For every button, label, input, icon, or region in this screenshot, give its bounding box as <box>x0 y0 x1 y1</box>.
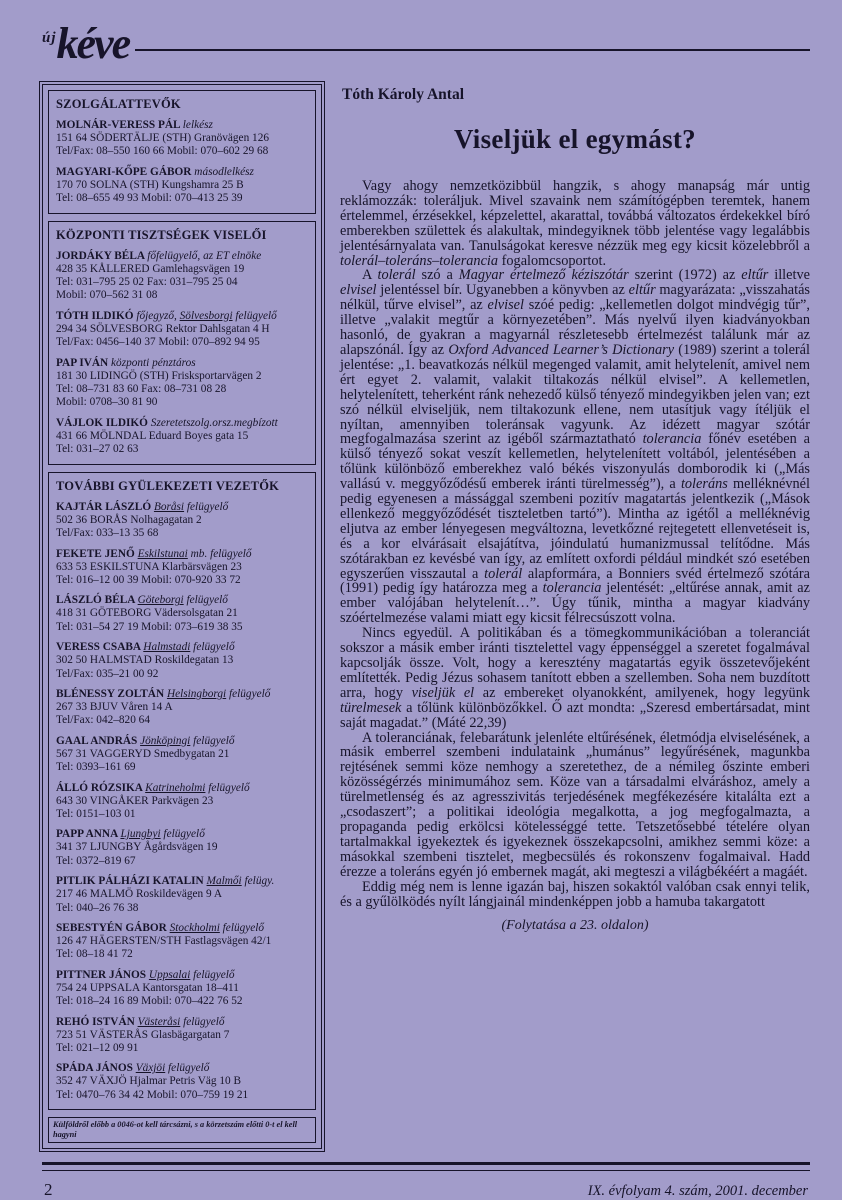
footer-row <box>42 1171 810 1200</box>
contact-name: REHÓ ISTVÁN <box>56 1015 138 1028</box>
contact-line: 431 66 MÖLNDAL Eduard Boyes gata 15 <box>56 429 249 442</box>
contact-role-place: Västeråsi <box>137 1015 181 1028</box>
article-paragraph <box>340 179 810 268</box>
contact-entry <box>56 501 308 541</box>
italic-term: viseljük el <box>411 684 475 701</box>
contact-entry <box>56 641 308 681</box>
dialing-footnote: Külföldről előbb a 0046-ot kell tárcsázni, s a körzetszám előtti 0-t el kell hagyni <box>53 1120 298 1140</box>
contact-role: központi pénztáros <box>111 356 196 369</box>
contact-name-role <box>56 875 308 888</box>
contact-role: felügyelő <box>219 922 265 934</box>
contact-name: MAGYARI-KŐPE GÁBOR <box>56 165 195 178</box>
contact-role: főjegyző, <box>136 309 180 322</box>
contact-line: Tel: 016–12 00 39 Mobil: 070-920 33 72 <box>56 573 241 586</box>
contact-name: MOLNÁR-VERESS PÁL <box>56 119 183 131</box>
paragraph-text: szó a <box>415 267 459 284</box>
contact-role-place: Stockholmi <box>169 922 220 934</box>
sidebar-section <box>48 90 316 214</box>
paragraph-text: a tőlünk különbözőkkel. Ő azt mondta: „Szeresd embertársadat, mint saját magadat.” (Máté 22,39) <box>340 699 810 731</box>
italic-term: tolerál <box>377 267 416 284</box>
contact-line: Tel: 018–24 16 89 Mobil: 070–422 76 52 <box>56 995 243 1008</box>
page-footer <box>42 1162 810 1200</box>
contact-name-role <box>56 594 308 607</box>
contact-name: FEKETE JENŐ <box>56 547 138 560</box>
contact-name: PITTNER JÁNOS <box>56 968 149 981</box>
article-paragraph <box>340 880 810 910</box>
italic-term: elvisel <box>487 297 525 314</box>
contact-line: 341 37 LJUNGBY Ågårdsvägen 19 <box>56 841 218 854</box>
italic-term: toleráns <box>680 476 728 493</box>
contact-name: GAAL ANDRÁS <box>56 734 141 747</box>
contact-role-place: Eskilstunai <box>137 547 188 560</box>
contact-line: 267 33 BJUV Våren 14 A <box>56 700 173 713</box>
contact-role-place: Malmői <box>206 875 242 888</box>
contact-line: Tel: 0470–76 34 42 Mobil: 070–759 19 21 <box>56 1088 249 1101</box>
contact-line: 754 24 UPPSALA Kantorsgatan 18–411 <box>56 981 239 994</box>
contact-line: Tel: 08–655 49 93 Mobil: 070–413 25 39 <box>56 192 243 205</box>
contact-role-place: Uppsalai <box>148 968 191 981</box>
contact-entry <box>56 417 308 457</box>
contact-name: BLÉNESSY ZOLTÁN <box>56 687 167 700</box>
ujkeve-logo <box>42 19 130 68</box>
contact-name-role <box>56 828 308 841</box>
sidebar-section <box>48 221 316 465</box>
contacts-sidebar <box>42 84 322 1149</box>
paragraph-text: jelentéssel bír. Ugyanebben a könyvben az <box>376 282 629 299</box>
contact-name: LÁSZLÓ BÉLA <box>56 594 138 607</box>
contact-name: PAPP ANNA <box>56 828 121 841</box>
sidebar-section-title: SZOLGÁLATTEVŐK <box>56 97 181 111</box>
contact-line: 643 30 VINGÅKER Parkvägen 23 <box>56 794 214 807</box>
sidebar-section <box>48 472 316 1111</box>
contact-line: Tel: 031–54 27 19 Mobil: 073–619 38 35 <box>56 620 243 633</box>
italic-term: tolerál–toleráns–tolerancia <box>340 252 499 269</box>
contact-name-role <box>56 641 308 654</box>
paragraph-text: magyarázata: „visszahatás nélkül, tűrve elvisel”, az <box>340 282 810 314</box>
paragraph-text: (1989) szerint a tolerál jelentése: „1. beavatkozás nélkül megenged valamit, amit helytelenít, amivel nem ért egyet 2. valamit, valakit tiltakozás nélkül elvisel”. A kellemetlen, helytelenített, teherként ránk nehezedő külső tényező mindegyikben jelen van; ezt szó nélkül elviseljük, nem tiltakozunk ellene, nem utasítjuk vagy ítéljük el nyíltan, amennyiben toleránsak vagyunk. Az idézett magyar szótár megfogalmazása szerint az igéből származtatható <box>340 341 811 448</box>
contact-name-role <box>56 1016 308 1029</box>
contact-line: Tel: 0372–819 67 <box>56 854 136 867</box>
italic-term: türelmesek <box>340 699 402 716</box>
contact-entry <box>56 357 308 410</box>
contact-role-place: Halmstadi <box>143 641 191 654</box>
contact-name: KAJTÁR LÁSZLÓ <box>56 500 154 513</box>
contact-name-role <box>56 119 308 132</box>
contact-role: Szeretetszolg.orsz.megbízott <box>150 416 278 429</box>
content-columns <box>42 84 810 1154</box>
paragraph-text: szóé pedig: „kellemetlen dolgot mindvégig tűr”, illetve „valakit megtűr a környezetében”. Más nyelvű ilyen kiadványokban hasonló, de gyakran a magyarnál részletesebb értelmezést találunk már az alapszónál. Így az <box>340 297 810 358</box>
contact-name: PAP IVÁN <box>56 356 112 369</box>
contact-role-place: Helsingborgi <box>166 687 227 700</box>
contact-entry <box>56 875 308 915</box>
contact-line: Tel/Fax: 08–550 160 66 Mobil: 070–602 29 68 <box>56 145 269 158</box>
contact-name-role <box>56 735 308 748</box>
contact-entry <box>56 119 308 159</box>
sidebar-section-title: TOVÁBBI GYÜLEKEZETI VEZETŐK <box>56 478 280 493</box>
article-body <box>340 179 810 909</box>
contact-name-role <box>56 688 308 701</box>
contact-name: SEBESTYÉN GÁBOR <box>56 922 170 934</box>
contact-name: ÁLLÓ RÓZSIKA <box>56 781 146 794</box>
contact-role-place: Ljungbyi <box>120 828 161 841</box>
article-paragraph <box>340 731 810 880</box>
contact-role: felügyelő <box>190 734 235 747</box>
logo-prefix: új <box>42 30 57 46</box>
contact-entry <box>56 782 308 822</box>
italic-term: eltűr <box>741 267 769 284</box>
contact-entry <box>56 688 308 728</box>
contact-entry <box>56 250 308 303</box>
contact-line: 151 64 SÖDERTÄLJE (STH) Granövägen 126 <box>56 132 269 144</box>
contact-name-role <box>56 548 308 561</box>
contact-entry <box>56 310 308 350</box>
contact-line: Tel: 021–12 09 91 <box>56 1042 139 1055</box>
contact-role-place: Boråsi <box>153 500 185 513</box>
contact-entry <box>56 969 308 1009</box>
contact-line: 294 34 SÖLVESBORG Rektor Dahlsgatan 4 H <box>56 322 270 335</box>
contact-role-place: Sölvesborgi <box>179 309 233 322</box>
article-author: Tóth Károly Antal <box>342 86 465 103</box>
contact-name: PITLIK PÁLHÁZI KATALIN <box>56 875 207 888</box>
contact-role: felügyelő <box>232 309 277 322</box>
masthead <box>42 19 810 74</box>
contact-role: felügyelő <box>183 594 228 607</box>
contact-name: VÁJLOK ILDIKÓ <box>56 416 151 429</box>
article-column <box>340 84 810 1154</box>
contact-name-role <box>56 969 308 982</box>
contact-line: 181 30 LIDINGÖ (STH) Frisksportarvägen 2 <box>56 369 262 382</box>
contact-role-place: Katrineholmi <box>145 781 206 794</box>
contact-line: Tel: 031–795 25 02 Fax: 031–795 25 04 <box>56 276 238 289</box>
contact-line: Tel: 040–26 76 38 <box>56 901 139 914</box>
contact-role-place: Växjöi <box>135 1062 166 1075</box>
paragraph-text: Vagy ahogy nemzetközibbül hangzik, s ahogy manapság már untig reklámozzák: toleráljuk. Mivel szavaink nem számítógépben teremtek, hanem értelemmel, érzésekkel, képzelettel, akarattal, továbbá változatos érdekekkel bíró emberekben születtek és alakultak, mindegyiknek több jelentése vagy legalábbis jelentésárnyalata van. Tanulságokat keresve nézzük meg egy kicsit közelebbről a <box>340 178 810 254</box>
paragraph-text: Nincs egyedül. A politikában és a tömegkommunikációban a toleranciát sokszor a másik ember iránti tisztelettel vagy éppenséggel a szeretet fogalmával kapcsolják össze. Volt, hogy a keresztény magatartás egyik összetevőjeként említették. Pedig Jézus sohasem tanított ebben a szellemben. Soha nem buzdított arra, hogy <box>340 625 810 701</box>
contact-entry <box>56 828 308 868</box>
contact-role: felügyelő <box>226 687 271 700</box>
contact-line: Tel: 08–18 41 72 <box>56 948 133 961</box>
contact-line: Tel/Fax: 033–13 35 68 <box>56 527 159 540</box>
contact-line: Tel: 031–27 02 63 <box>56 443 139 456</box>
masthead-rule <box>135 49 810 51</box>
contact-role: felügyelő <box>160 828 205 841</box>
paragraph-text: illetve <box>768 267 810 284</box>
contact-name-role <box>56 922 308 935</box>
sidebar-section-title: KÖZPONTI TISZTSÉGEK VISELŐI <box>56 227 267 242</box>
contact-line: Tel/Fax: 0456–140 37 Mobil: 070–892 94 95 <box>56 336 260 349</box>
contact-line: Mobil: 0708–30 81 90 <box>56 396 158 409</box>
contact-name-role <box>56 1062 308 1075</box>
article-paragraph <box>340 626 810 730</box>
contact-line: 567 31 VAGGERYD Smedbygatan 21 <box>56 747 230 760</box>
contact-name-role <box>56 501 308 514</box>
paragraph-text: A toleranciának, felebarátunk jelenléte eltűrésének, életmódja elviselésének, a másik emberrel szembeni indulataink „humánus” legyűrésének, magunkba rejtésének semmi köze nemhogy a szeretethez, de a némileg őszinte emberi közösségérzés minimumához sem. Köze van a társadalmi elváráshoz, amely a türelmetlenség és az agresszivitás terjedésének megfékezésére kitalálta ezt a „csodaszert”; a politikai ideológia megalkotta, a jog megfogalmazta, a propaganda pedig erkölcsi kötelességgé tette. Tetszetősebbé tételére olyan tartalmakkal igyekeztek és igyekeznek összekapcsolni, amikhez semmi köze: a másokkal szembeni tisztelet, megbecsülés és rokonszenv fogalmaival. Hadd érezze a toleráns egyén jó embernek magát, aki megteszi a világbékéért a magáét. <box>340 729 810 880</box>
contact-entry <box>56 594 308 634</box>
contact-line: 418 31 GÖTEBORG Vädersolsgatan 21 <box>56 607 238 620</box>
article-title: Viseljük el egymást? <box>454 124 696 154</box>
paragraph-text: főnév esetében a külső tényező sokat veszít kellemetlen, helytelenített voltából, jelentésében a tőlünk különböző emberekhez való békés viszonyulás domborodik ki („Más vallású v. meggyőződésű emberek iránti türelmesség”), a <box>340 431 810 493</box>
footer-rule <box>42 1162 810 1171</box>
contact-line: Mobil: 070–562 31 08 <box>56 289 158 302</box>
contact-name-role <box>56 166 308 179</box>
italic-term: tolerancia <box>542 580 602 597</box>
contact-line: Tel: 08–731 83 60 Fax: 08–731 08 28 <box>56 383 227 396</box>
contact-role: felügyelő <box>205 781 250 794</box>
contact-name: TÓTH ILDIKÓ <box>56 309 137 322</box>
contact-name-role <box>56 310 308 323</box>
contact-line: 126 47 HÄGERSTEN/STH Fastlagsvägen 42/1 <box>56 935 272 947</box>
contact-entry <box>56 922 308 962</box>
italic-term: eltűr <box>628 282 656 299</box>
contact-role-place: Jönköpingi <box>140 734 191 747</box>
italic-term: elvisel <box>340 282 377 299</box>
contact-role: felügyelő <box>184 500 229 513</box>
italic-term: tolerancia <box>642 431 702 448</box>
contact-name-role <box>56 250 308 263</box>
contact-role: felügy. <box>241 875 275 888</box>
contact-line: 502 36 BORÅS Nolhagagatan 2 <box>56 513 202 526</box>
contact-line: 352 47 VÄXJÖ Hjalmar Petris Väg 10 B <box>56 1075 242 1088</box>
paragraph-text: szerint (1972) az <box>628 267 742 284</box>
issue-info: IX. évfolyam 4. szám, 2001. december <box>587 1183 808 1199</box>
contact-name-role <box>56 357 308 370</box>
logo-main: kéve <box>56 19 130 68</box>
contact-line: Tel: 0151–103 01 <box>56 807 136 820</box>
contact-role: felügyelő <box>190 641 235 654</box>
contact-role: felügyelő <box>165 1062 210 1075</box>
contact-line: 170 70 SOLNA (STH) Kungshamra 25 B <box>56 178 244 191</box>
contact-role-place: Göteborgi <box>137 594 184 607</box>
contact-entry <box>56 548 308 588</box>
page-number: 2 <box>44 1180 53 1199</box>
contact-line: 723 51 VÄSTERÅS Glasbägargatan 7 <box>56 1028 230 1041</box>
paragraph-text: alapformára, a Bonniers svéd értelmező szótára (1991) pedig így határozza meg a <box>340 565 810 597</box>
paragraph-text: melléknévnél pedig egyenesen a mássággal szembeni pozitív magatartás jelentkezik („Mások ellenkező meggyőződését tiszteletben tartó”). Mintha az igétől a melléknévig eljutva az ember lényegesen megváltozna, levetkőzné rejtegetett ellenvetéseit is, és a kor elvárásait elsajátítva, jóindulatú humanizmussal telítődne. Más szótárakban ez kevésbé van így, az említett oxfordi például mindkét szó esetében egyszerűen visszautal a <box>340 476 810 582</box>
paragraph-text: fogalomcsoportot. <box>498 252 607 269</box>
paragraph-text: Eddig még nem is lenne igazán baj, hiszen sokaktól valóban csak ennyi telik, és a gyűlölködés nyílt lángjainál mindenképpen jobb a hamuba takargatott <box>340 878 810 910</box>
contact-name-role <box>56 417 308 430</box>
contact-entry <box>56 1062 308 1102</box>
contact-name-role <box>56 782 308 795</box>
contact-name: SPÁDA JÁNOS <box>56 1062 136 1075</box>
contact-entry <box>56 166 308 206</box>
italic-term: Magyar értelmező kéziszótár <box>458 267 629 284</box>
paragraph-text: az embereket olyanokként, amilyenek, hogy legyünk <box>474 684 811 701</box>
continuation-note: (Folytatása a 23. oldalon) <box>501 918 649 934</box>
dialing-footnote-box <box>48 1117 316 1143</box>
contact-role: másodlelkész <box>194 165 254 178</box>
paragraph-text: A <box>362 267 378 284</box>
contact-line: Tel/Fax: 035–21 00 92 <box>56 667 159 680</box>
contact-line: 428 35 KÅLLERED Gamlehagsvägen 19 <box>56 262 245 275</box>
contact-line: Tel: 0393–161 69 <box>56 761 136 774</box>
paragraph-text: jelentését: „eltűrése annak, amit az ember valójában helytelenít…”. Úgy tűnik, mintha a magyar kiadvány szóértelmezése valami miatt egy kicsit félrecsúszott volna. <box>340 580 810 627</box>
contact-role: mb. felügyelő <box>187 547 252 560</box>
contact-line: 633 53 ESKILSTUNA Klarbärsvägen 23 <box>56 560 242 573</box>
italic-term: Oxford Advanced Learner’s Dictionary <box>448 341 675 358</box>
contact-name: VERESS CSABA <box>56 641 144 654</box>
contact-role: felügyelő <box>180 1015 225 1028</box>
contact-entry <box>56 735 308 775</box>
contact-line: 302 50 HALMSTAD Roskildegatan 13 <box>56 654 234 667</box>
contact-role: lelkész <box>182 119 213 131</box>
contact-name: JORDÁKY BÉLA <box>56 249 148 262</box>
contact-role: főfelügyelő, az ET elnöke <box>147 249 262 262</box>
contact-line: Tel/Fax: 042–820 64 <box>56 714 150 727</box>
italic-term: tolerál <box>484 565 523 582</box>
article-paragraph <box>340 268 810 626</box>
contact-line: 217 46 MALMÖ Roskildevägen 9 A <box>56 888 222 901</box>
contact-role: felügyelő <box>190 968 235 981</box>
contact-entry <box>56 1016 308 1056</box>
